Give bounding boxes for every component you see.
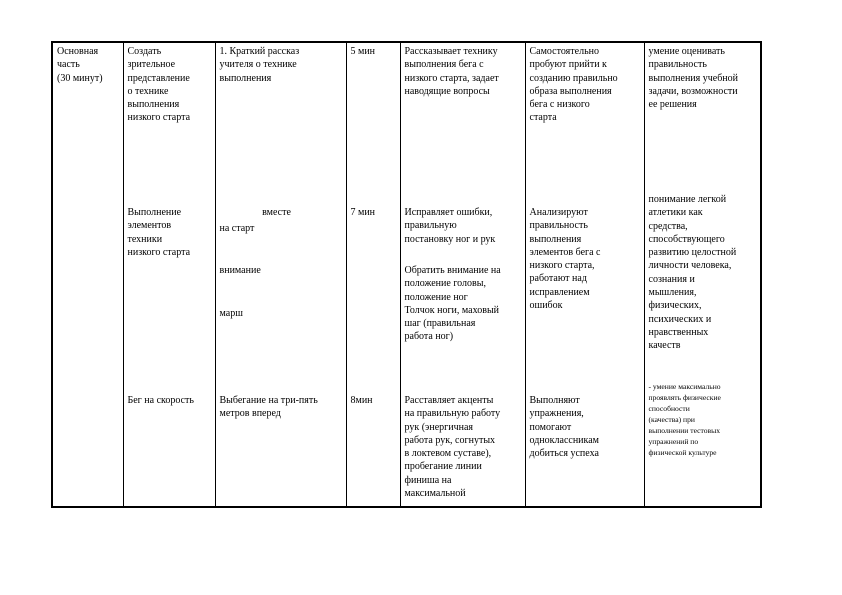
task-2: Выполнение элементов техники низкого старта [127,207,191,258]
outcome-1: умение оценивать правильность выполнения учебной задачи, возможности ее решения [648,46,739,111]
task-1: Создать зрительное представление о технике выполнения низкого старта [127,46,191,124]
student-activity-2: Анализируют правильность выполнения элементов бега с низкого старта, работают над исправлением ошибок [529,207,601,312]
content-3: Выбегание на три-пять метров вперед [219,395,318,420]
student-activity-3: Выполняют упражнения, помогают одноклассникам добиться успеха [529,395,599,460]
teacher-cell [400,42,525,507]
command-na-start: на старт [219,223,255,234]
teacher-activity-2a: Исправляет ошибки, правильную постановку ног и рук [404,207,496,245]
tasks-cell [123,42,215,507]
time-3: 8мин [350,395,373,406]
outcome-3: - умение максимально проявлять физические способности (качества) при выполнении тестовых упражнений по физической культуре [648,382,721,457]
command-vmeste: вместе [262,207,291,218]
student-activity-1: Самостоятельно пробуют прийти к созданию правильно образа выполнения бега с низкого старта [529,46,618,124]
outcome-cell [644,42,761,507]
task-3: Бег на скорость [127,395,194,406]
command-marsh: марш [219,308,243,319]
time-cell [346,42,400,507]
teacher-activity-3: Расставляет акценты на правильную работу рук (энергичная работа рук, согнутых в локтевом суставе), пробегание линии финиша на максимальной [404,395,501,500]
content-cell [215,42,346,507]
time-2: 7 мин [350,207,376,218]
section-label: Основная часть (30 минут) [57,46,103,84]
outcome-2: понимание легкой атлетики как средства, способствующего развитию целостной личности человека, сознания и мышления, физических, психических и нравственных качеств [648,194,737,352]
section-cell [52,42,123,507]
command-vnimanie: внимание [219,265,261,276]
teacher-activity-1: Рассказывает технику выполнения бега с низкого старта, задает наводящие вопросы [404,46,499,97]
time-1: 5 мин [350,46,376,57]
lesson-plan-table [51,41,762,508]
student-cell [525,42,644,507]
content-1: 1. Краткий рассказ учителя о технике выполнения [219,46,300,84]
teacher-activity-2b: Обратить внимание на положение головы, положение ног Толчок ноги, маховый шаг (правильная работа ног) [404,265,501,343]
table-row [52,42,761,507]
